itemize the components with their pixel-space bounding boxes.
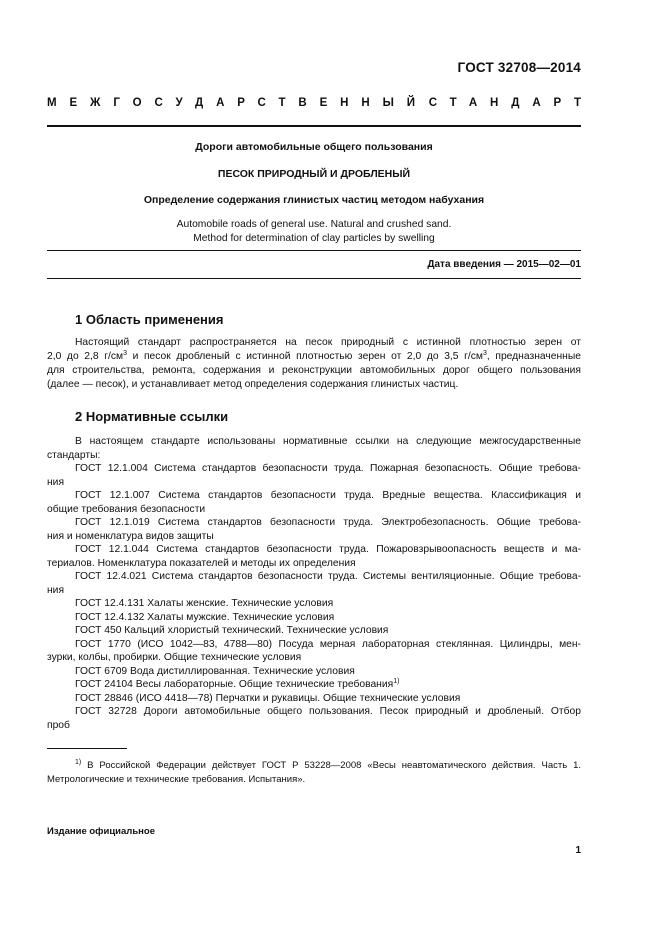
reference-line: ГОСТ 28846 (ИСО 4418—78) Перчатки и рукавицы. Общие технические условия bbox=[75, 693, 461, 704]
header-rule bbox=[47, 125, 581, 127]
date-rule bbox=[47, 278, 581, 279]
reference-line: ния bbox=[47, 585, 65, 596]
title-line-3: Определение содержания глинистых частиц методом набухания bbox=[143, 194, 485, 206]
standard-kind bbox=[47, 97, 594, 115]
title-line-2: ПЕСОК ПРИРОДНЫЙ И ДРОБЛЕНЫЙ bbox=[217, 168, 411, 180]
reference-line: териалов. Номенклатура показателей и методы их определения bbox=[47, 558, 356, 569]
section-1-heading: 1 Область применения bbox=[75, 312, 224, 327]
english-title-line-2: Method for determination of clay particles by swelling bbox=[193, 233, 435, 244]
reference-line: ГОСТ 450 Кальций хлористый технический. Технические условия bbox=[75, 625, 389, 636]
reference-line bbox=[47, 678, 581, 692]
section-2-line: В настоящем стандарте использованы нормативные ссылки на следующие межгосударственные bbox=[75, 436, 581, 447]
reference-line: ГОСТ 12.1.004 Система стандартов безопасности труда. Пожарная безопасность. Общие требова- bbox=[75, 463, 581, 474]
footnote-rule bbox=[47, 748, 127, 749]
reference-line: ГОСТ 12.1.019 Система стандартов безопасности труда. Электробезопасность. Общие требова- bbox=[75, 517, 581, 528]
section-1-line: для строительства, ремонта, содержания и реконструкции автомобильных дорог общего пользования bbox=[47, 365, 581, 376]
reference-line: ГОСТ 12.4.132 Халаты мужские. Технические условия bbox=[75, 612, 335, 623]
section-1-line bbox=[47, 350, 581, 364]
standard-code: ГОСТ 32708—2014 bbox=[457, 60, 581, 75]
text-run: , предназначенные bbox=[486, 351, 581, 362]
reference-line: ГОСТ 12.4.131 Халаты женские. Технические условия bbox=[75, 598, 334, 609]
english-title bbox=[47, 218, 581, 246]
superscript: 3 bbox=[482, 350, 487, 357]
section-1-line: (далее — песок), и устанавливает метод определения содержания глинистых частиц. bbox=[47, 379, 459, 390]
reference-line: ния и номенклатура видов защиты bbox=[47, 531, 214, 542]
reference-line: ГОСТ 6709 Вода дистиллированная. Технические условия bbox=[75, 666, 355, 677]
footnote-mark: 1) bbox=[393, 678, 400, 685]
reference-line: зурки, колбы, пробирки. Общие технические условия bbox=[47, 652, 302, 663]
reference-line: ния bbox=[47, 477, 65, 488]
intro-date: Дата введения — 2015—02—01 bbox=[427, 259, 581, 270]
edition-label: Издание официальное bbox=[47, 826, 155, 837]
text-run: В Российской Федерации действует ГОСТ Р 53228—2008 «Весы неавтоматического действия. Часть 1. bbox=[81, 760, 581, 771]
text-run: и песок дробленый с истинной плотностью зерен от 2,0 до 3,5 г/см bbox=[126, 351, 483, 362]
footnote-line-1 bbox=[47, 759, 581, 773]
text-run: ГОСТ 24104 Весы лабораторные. Общие технические требования bbox=[75, 679, 394, 690]
reference-line: ГОСТ 12.1.007 Система стандартов безопасности труда. Вредные вещества. Классификация и bbox=[75, 490, 581, 501]
section-1-line: Настоящий стандарт распространяется на песок природный с истинной плотностью зерен от bbox=[75, 337, 581, 348]
page-number: 1 bbox=[575, 845, 581, 856]
footnote-line-2: Метрологические и технические требования. Испытания». bbox=[47, 774, 306, 785]
title-rule bbox=[47, 250, 581, 251]
footnote-mark: 1) bbox=[75, 759, 82, 766]
reference-line: ГОСТ 32728 Дороги автомобильные общего пользования. Песок природный и дробленый. Отбор bbox=[75, 706, 581, 717]
standard-kind-left: МЕЖГОСУДАРСТВЕННЫЙ bbox=[47, 97, 428, 109]
superscript: 3 bbox=[123, 350, 127, 357]
reference-line: ГОСТ 12.4.021 Система стандартов безопасности труда. Системы вентиляционные. Общие требова- bbox=[75, 571, 581, 582]
reference-line: ГОСТ 12.1.044 Система стандартов безопасности труда. Пожаровзрывоопасность веществ и ма- bbox=[75, 544, 581, 555]
reference-line: проб bbox=[47, 720, 70, 731]
section-2-line: стандарты: bbox=[47, 450, 101, 461]
text-run: 2,0 до 2,8 г/см bbox=[47, 351, 124, 362]
title-line-1: Дороги автомобильные общего пользования bbox=[195, 141, 433, 153]
reference-line: общие требования безопасности bbox=[47, 504, 206, 515]
section-2-heading: 2 Нормативные ссылки bbox=[75, 409, 229, 424]
standard-kind-right: СТАНДАРТ bbox=[428, 97, 594, 109]
reference-line: ГОСТ 1770 (ИСО 1042—83, 4788—80) Посуда мерная лабораторная стеклянная. Цилиндры, мен- bbox=[75, 639, 581, 650]
english-title-line-1: Automobile roads of general use. Natural and crushed sand. bbox=[176, 219, 452, 230]
